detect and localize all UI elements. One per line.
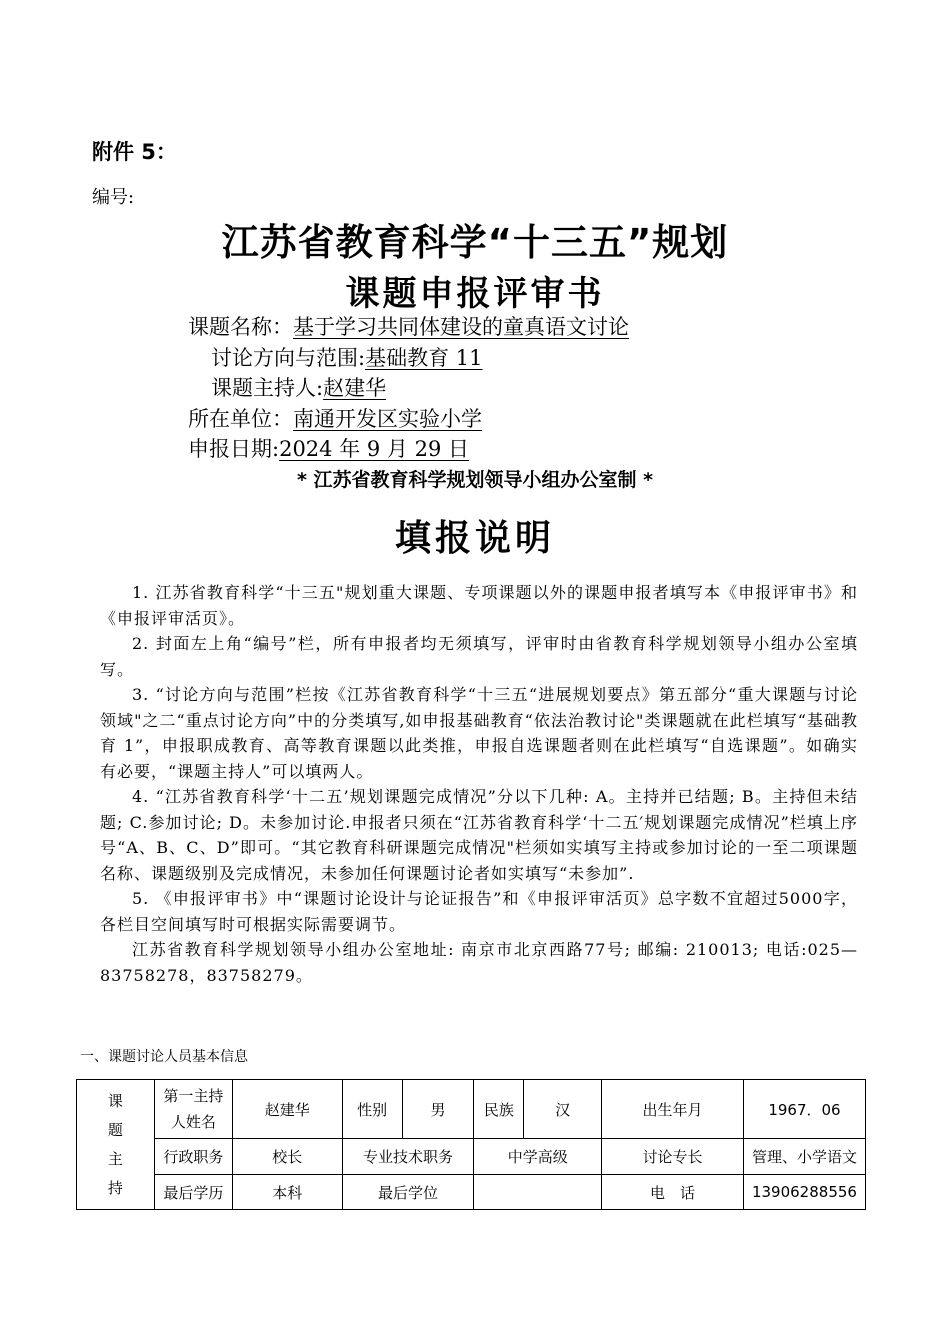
project-name-field (188, 311, 629, 341)
research-scope-value: 基础教育 11 (365, 346, 483, 370)
cell-value: 汉 (524, 1080, 602, 1139)
issuing-office: * 江苏省教育科学规划领导小组办公室制 * (296, 469, 654, 491)
project-host-field (211, 372, 386, 402)
attachment-label: 附件 5： (92, 140, 177, 164)
cell-value (474, 1175, 602, 1210)
instruction-paragraph: 2. 封面左上角“编号”栏，所有申报者均无须填写，评审时由省教育科学规划领导小组办公室填写。 (100, 634, 858, 679)
serial-number-label: 编号: (92, 187, 135, 208)
instruction-paragraph: 5. 《申报评审书》中“课题讨论设计与论证报告”和《申报评审活页》总字数不宜超过5000字，各栏目空间填写时可根据实际需要调节。 (100, 889, 858, 934)
section-title: 一、课题讨论人员基本信息 (80, 1049, 248, 1065)
instruction-paragraph: 3. “讨论方向与范围”栏按《江苏省教育科学“十三五“进展规划要点》第五部分“重大课题与讨论领域"之二“重点讨论方向”中的分类填写,如申报基础教育“依法治教讨论"类课题就在此栏填写“基础教育 1”，申报职成教育、高等教育课题以此类推，申报自选课题者则在此栏填写“自选课题”。如确实有必要，“课题主持人”可以填两人。 (100, 685, 858, 781)
cell-value: 校长 (232, 1139, 342, 1175)
cell-value: 赵建华 (232, 1080, 342, 1139)
instruction-paragraph: 4. “江苏省教育科学‘十二五’规划课题完成情况”分以下几种: A。主持并已结题; B。主持但未结题; C.参加讨论; D。未参加讨论.申报者只须在“江苏省教育科学‘十二五′规划课题完成情况”栏填上序号“A、B、C、D”即可。“其它教育科研课题完成情况"栏须如实填写主持或参加讨论的一至二项课题名称、课题级别及完成情况，未参加任何课题讨论者如实填写“未参加”. (100, 787, 858, 883)
project-host-label: 课题主持人: (211, 376, 324, 400)
instructions-heading: 填报说明 (394, 518, 555, 559)
cell-label: 最后学位 (342, 1175, 474, 1210)
host-row-header: 课题主持 (77, 1080, 155, 1210)
research-scope-label: 讨论方向与范围: (211, 346, 366, 370)
organization-label: 所在单位： (188, 407, 293, 431)
cell-value: 男 (402, 1080, 474, 1139)
cell-value: 本科 (232, 1175, 342, 1210)
cell-value: 1967．06 (743, 1080, 865, 1139)
personnel-info-table (76, 1079, 866, 1210)
organization-value: 南通开发区实验小学 (293, 407, 482, 431)
cell-label: 行政职务 (154, 1139, 232, 1175)
application-date-label: 申报日期: (188, 437, 280, 461)
cell-label: 民族 (474, 1080, 524, 1139)
cell-value: 管理、小学语文 (743, 1139, 865, 1175)
cell-label: 性别 (342, 1080, 402, 1139)
cell-label: 最后学历 (154, 1175, 232, 1210)
project-name-value: 基于学习共同体建设的童真语文讨论 (293, 315, 629, 339)
cell-label: 专业技术职务 (342, 1139, 474, 1175)
document-subtitle: 课题申报评审书 (345, 274, 605, 314)
research-scope-field (211, 342, 482, 372)
cell-label: 讨论专长 (602, 1139, 744, 1175)
application-date-value: 2024 年 9 月 29 日 (279, 437, 469, 461)
project-name-label: 课题名称： (188, 315, 293, 339)
cell-value: 13906288556 (743, 1175, 865, 1210)
office-contact-paragraph: 江苏省教育科学规划领导小组办公室地址: 南京市北京西路77号; 邮编: 210013; 电话:025—83758278，83758279。 (100, 940, 858, 985)
application-date-field (188, 433, 469, 463)
cell-label: 出生年月 (602, 1080, 744, 1139)
instructions-body (100, 580, 858, 988)
cell-label: 第一主持人姓名 (154, 1080, 232, 1139)
instruction-paragraph: 1. 江苏省教育科学“十三五"规划重大课题、专项课题以外的课题申报者填写本《申报评审书》和《申报评审活页》。 (100, 583, 858, 628)
cell-value: 中学高级 (474, 1139, 602, 1175)
project-host-value: 赵建华 (323, 376, 387, 400)
cell-label: 电 话 (602, 1175, 744, 1210)
document-title: 江苏省教育科学“十三五”规划 (221, 221, 729, 264)
organization-field (188, 403, 482, 433)
